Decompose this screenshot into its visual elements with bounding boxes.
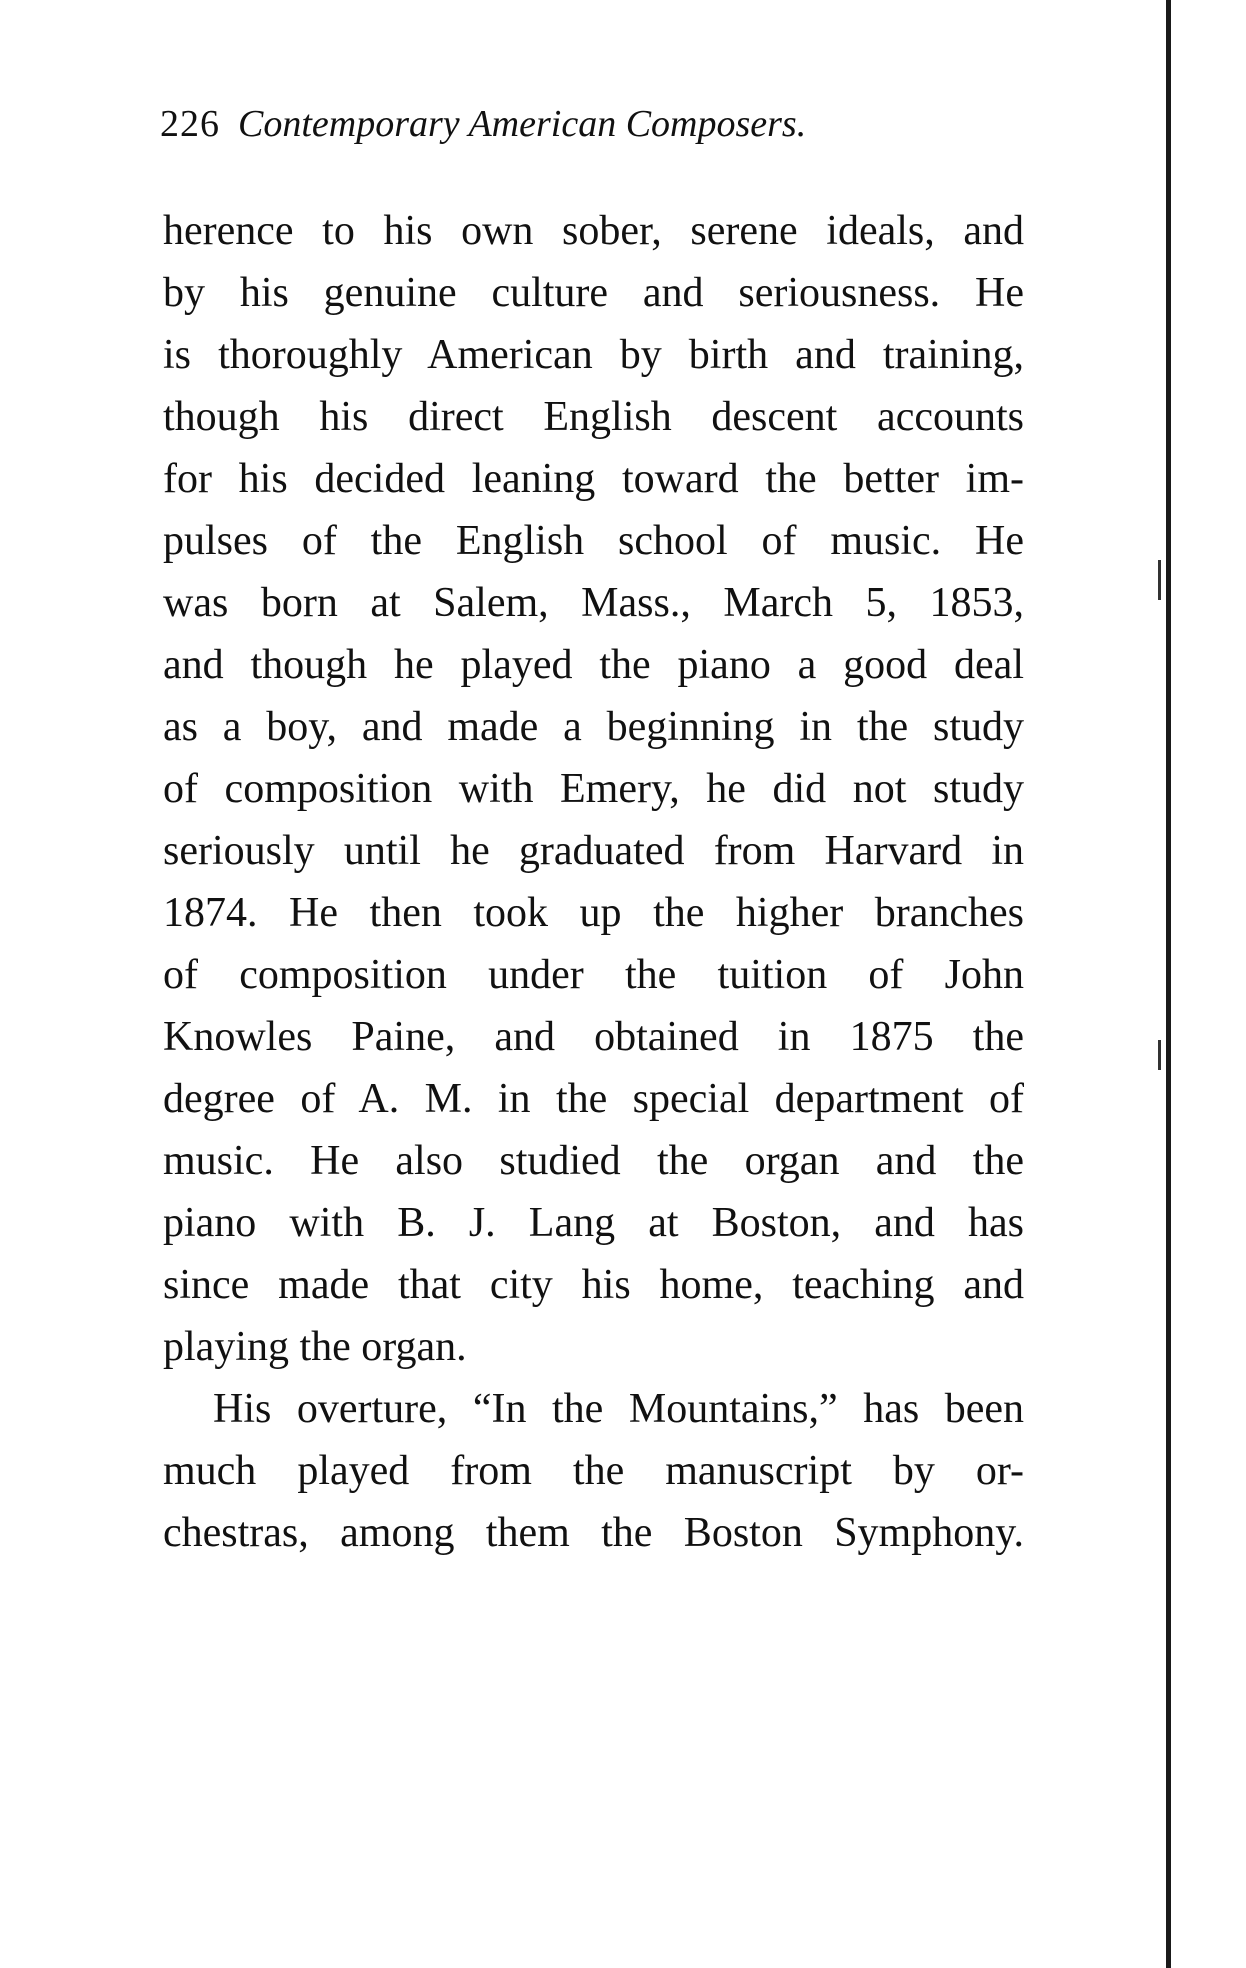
body-text [163,200,1024,1564]
paragraph [163,200,1024,1378]
running-title: Contemporary American Composers. [238,103,807,145]
scan-artifact [1158,1040,1161,1070]
text-line: Knowles Paine, and obtained in 1875 the [163,1014,1024,1060]
text-line: of composition with Emery, he did not study [163,766,1024,812]
scan-artifact [1158,560,1161,600]
running-head [160,100,1040,148]
text-line: seriously until he graduated from Harvard in [163,828,1024,874]
text-line: by his genuine culture and seriousness. He [163,270,1024,316]
text-line: for his decided leaning toward the better im- [163,456,1024,502]
text-line: much played from the manuscript by or- [163,1448,1024,1494]
page-number: 226 [160,103,220,145]
text-line: since made that city his home, teaching and [163,1262,1024,1308]
text-line: herence to his own sober, serene ideals, and [163,208,1024,254]
text-line: 1874. He then took up the higher branches [163,890,1024,936]
binding-gutter-edge [1166,0,1171,1968]
text-line: as a boy, and made a beginning in the study [163,704,1024,750]
text-line: chestras, among them the Boston Symphony. [163,1510,1024,1556]
text-line: is thoroughly American by birth and training, [163,332,1024,378]
text-line: and though he played the piano a good deal [163,642,1024,688]
text-line: piano with B. J. Lang at Boston, and has [163,1200,1024,1246]
text-line: of composition under the tuition of John [163,952,1024,998]
text-line: music. He also studied the organ and the [163,1138,1024,1184]
text-line: though his direct English descent accounts [163,394,1024,440]
paragraph [163,1378,1024,1564]
text-line: playing the organ. [163,1324,467,1370]
text-line: His overture, “In the Mountains,” has been [213,1386,1024,1432]
text-line: pulses of the English school of music. He [163,518,1024,564]
text-line: degree of A. M. in the special department of [163,1076,1024,1122]
text-line: was born at Salem, Mass., March 5, 1853, [163,580,1024,626]
